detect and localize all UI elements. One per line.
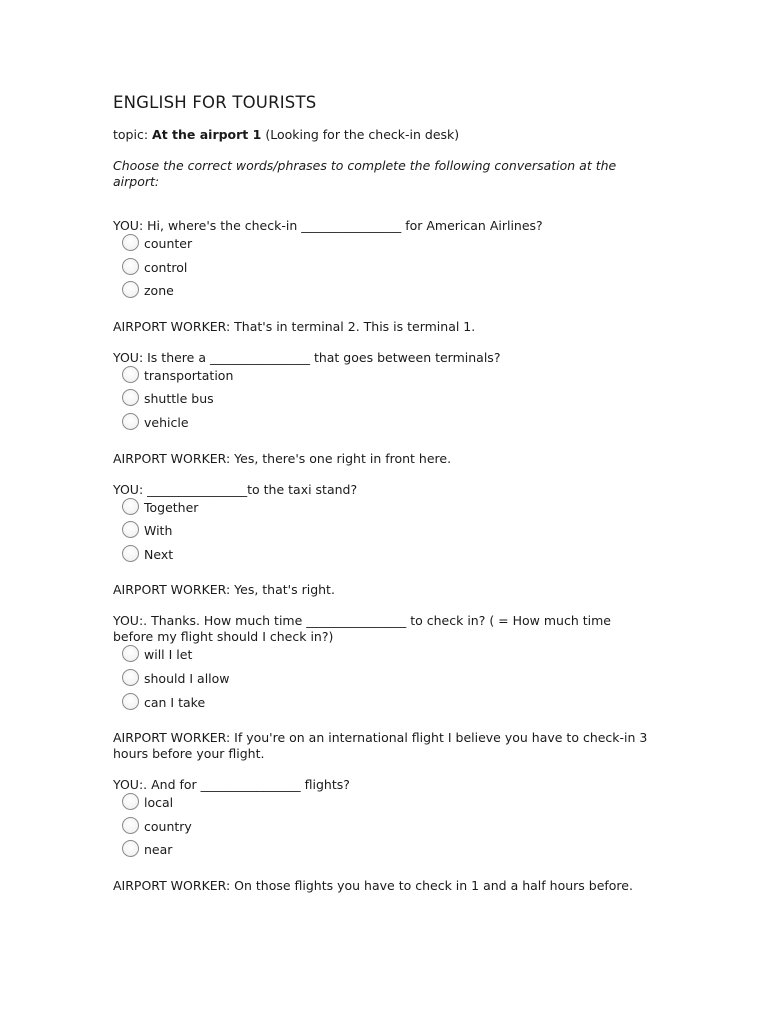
q3-option-with[interactable] bbox=[113, 523, 653, 547]
q3-option-together[interactable] bbox=[113, 500, 653, 524]
question-4-options bbox=[113, 647, 653, 718]
q1-option-counter[interactable] bbox=[113, 236, 653, 260]
question-4: YOU:. Thanks. How much time ________________ to check in? ( = How much time before my flight should I check in?) bbox=[113, 613, 611, 645]
option-label: can I take bbox=[144, 694, 206, 710]
topic-line bbox=[113, 127, 653, 142]
question-1-options bbox=[113, 236, 653, 307]
radio-button[interactable] bbox=[122, 840, 139, 857]
question-5-options bbox=[113, 795, 653, 866]
q5-option-country[interactable] bbox=[113, 819, 653, 843]
radio-button[interactable] bbox=[122, 258, 139, 275]
worksheet bbox=[113, 93, 653, 909]
option-label: Together bbox=[144, 499, 199, 515]
radio-button[interactable] bbox=[122, 669, 139, 686]
q2-option-transportation[interactable] bbox=[113, 368, 653, 392]
option-label: vehicle bbox=[144, 414, 189, 430]
radio-button[interactable] bbox=[122, 389, 139, 406]
worker-reply-2: AIRPORT WORKER: Yes, there's one right in front here. bbox=[113, 450, 452, 466]
q4-option-can-i-take[interactable] bbox=[113, 695, 653, 719]
option-label: transportation bbox=[144, 367, 234, 383]
option-label: zone bbox=[144, 283, 174, 299]
option-label: should I allow bbox=[144, 670, 230, 686]
question-2: YOU: Is there a ________________ that goes between terminals? bbox=[113, 349, 501, 365]
option-label: With bbox=[144, 523, 173, 539]
option-label: near bbox=[144, 842, 173, 858]
option-label: country bbox=[144, 818, 192, 834]
worker-reply-5: AIRPORT WORKER: On those flights you have to check in 1 and a half hours before. bbox=[113, 877, 633, 893]
q1-option-zone[interactable] bbox=[113, 283, 653, 307]
instructions: Choose the correct words/phrases to complete the following conversation at the airport: bbox=[113, 158, 617, 189]
worker-reply-3: AIRPORT WORKER: Yes, that's right. bbox=[113, 582, 335, 598]
topic-name: At the airport 1 bbox=[152, 127, 262, 142]
radio-button[interactable] bbox=[122, 234, 139, 251]
radio-button[interactable] bbox=[122, 645, 139, 662]
radio-button[interactable] bbox=[122, 793, 139, 810]
radio-button[interactable] bbox=[122, 413, 139, 430]
q4-option-should-i-allow[interactable] bbox=[113, 671, 653, 695]
option-label: local bbox=[144, 795, 174, 811]
question-2-options bbox=[113, 368, 653, 439]
question-1: YOU: Hi, where's the check-in ________________ for American Airlines? bbox=[113, 218, 543, 233]
worker-reply-1: AIRPORT WORKER: That's in terminal 2. This is terminal 1. bbox=[113, 318, 476, 334]
q4-option-will-i-let[interactable] bbox=[113, 647, 653, 671]
option-label: will I let bbox=[144, 647, 193, 663]
radio-button[interactable] bbox=[122, 281, 139, 298]
radio-button[interactable] bbox=[122, 693, 139, 710]
q3-option-next[interactable] bbox=[113, 547, 653, 571]
option-label: Next bbox=[144, 546, 174, 562]
worker-reply-4: AIRPORT WORKER: If you're on an international flight I believe you have to check-in 3 hours before your flight. bbox=[113, 730, 648, 762]
radio-button[interactable] bbox=[122, 366, 139, 383]
radio-button[interactable] bbox=[122, 545, 139, 562]
radio-button[interactable] bbox=[122, 498, 139, 515]
topic-prefix: topic: bbox=[113, 127, 153, 142]
option-label: control bbox=[144, 259, 188, 275]
question-3-options bbox=[113, 500, 653, 571]
radio-button[interactable] bbox=[122, 817, 139, 834]
option-label: shuttle bus bbox=[144, 391, 214, 407]
q1-option-control[interactable] bbox=[113, 260, 653, 284]
question-5: YOU:. And for ________________ flights? bbox=[113, 777, 350, 793]
option-label: counter bbox=[144, 236, 193, 251]
q2-option-vehicle[interactable] bbox=[113, 415, 653, 439]
page-title: ENGLISH FOR TOURISTS bbox=[113, 93, 317, 112]
question-3: YOU: ________________to the taxi stand? bbox=[113, 481, 358, 497]
radio-button[interactable] bbox=[122, 521, 139, 538]
q5-option-near[interactable] bbox=[113, 842, 653, 866]
q2-option-shuttle-bus[interactable] bbox=[113, 391, 653, 415]
q5-option-local[interactable] bbox=[113, 795, 653, 819]
topic-suffix: (Looking for the check-in desk) bbox=[261, 127, 460, 142]
